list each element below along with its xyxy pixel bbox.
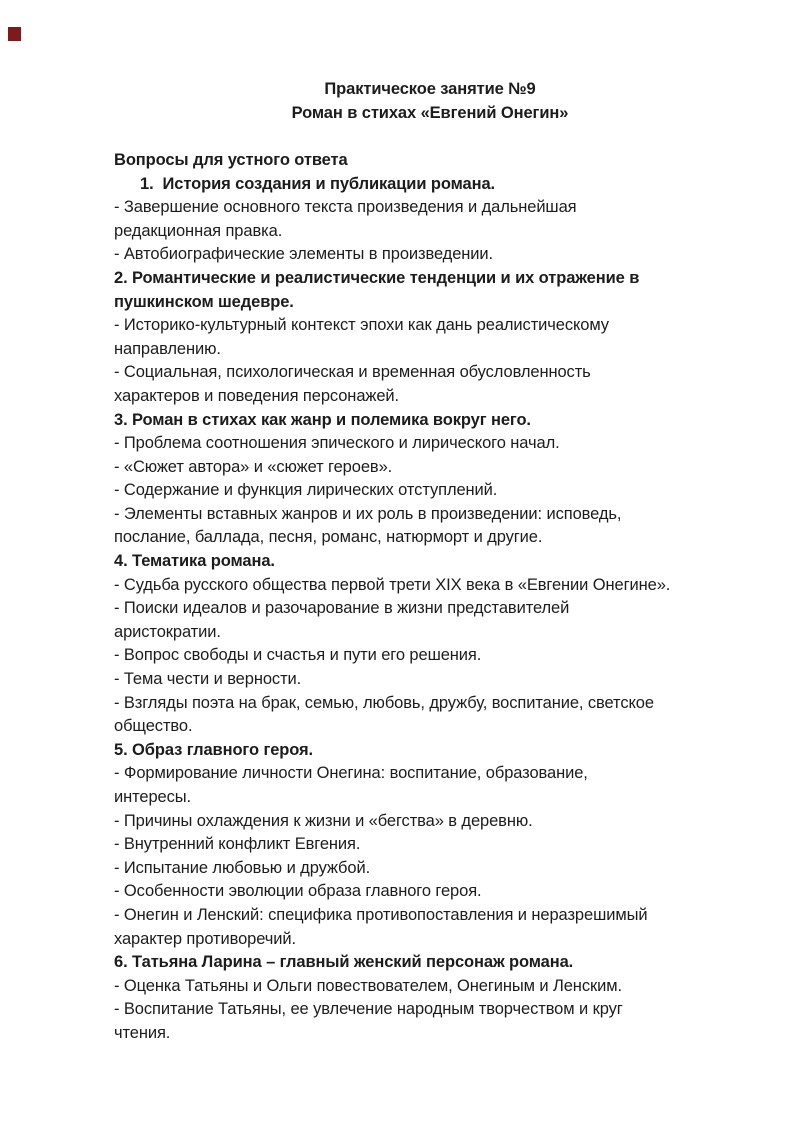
text-line: 5. Образ главного героя. — [114, 740, 314, 759]
text-line: - Поиски идеалов и разочарование в жизни представителей — [114, 599, 570, 618]
text-line: пушкинском шедевре. — [114, 292, 294, 311]
text-line: - Воспитание Татьяны, ее увлечение народным творчеством и круг — [114, 1000, 623, 1019]
text-line: характер противоречий. — [114, 929, 296, 948]
text-line: чтения. — [114, 1023, 171, 1042]
text-line: - Элементы вставных жанров и их роль в произведении: исповедь, — [114, 504, 622, 523]
text-line: - Взгляды поэта на брак, семью, любовь, дружбу, воспитание, светское — [114, 693, 654, 712]
text-line: - Причины охлаждения к жизни и «бегства» в деревню. — [114, 811, 533, 830]
document-body — [114, 149, 746, 1046]
text-line: - Испытание любовью и дружбой. — [114, 858, 371, 877]
text-line: интересы. — [114, 788, 192, 807]
document-content — [114, 78, 746, 1046]
document-title — [114, 78, 746, 125]
text-line: - «Сюжет автора» и «сюжет героев». — [114, 457, 393, 476]
text-line: 1. История создания и публикации романа. — [140, 174, 496, 193]
text-line: - Вопрос свободы и счастья и пути его решения. — [114, 646, 482, 665]
corner-mark — [8, 27, 21, 41]
text-line: - Судьба русского общества первой трети XIX века в «Евгении Онегине». — [114, 575, 671, 594]
text-line: - Оценка Татьяны и Ольги повествователем, Онегиным и Ленским. — [114, 976, 622, 995]
text-line: - Онегин и Ленский: специфика противопоставления и неразрешимый — [114, 905, 648, 924]
text-line: - Особенности эволюции образа главного героя. — [114, 882, 482, 901]
text-line: - Проблема соотношения эпического и лирического начал. — [114, 434, 560, 453]
text-line: направлению. — [114, 339, 221, 358]
text-line: - Завершение основного текста произведения и дальнейшая — [114, 198, 577, 217]
doc-title-line-2: Роман в стихах «Евгений Онегин» — [291, 103, 569, 122]
text-line: общество. — [114, 717, 193, 736]
text-line: - Содержание и функция лирических отступлений. — [114, 481, 498, 500]
text-line: 3. Роман в стихах как жанр и полемика вокруг него. — [114, 410, 531, 429]
text-line: аристократии. — [114, 622, 221, 641]
text-line: 2. Романтические и реалистические тенденции и их отражение в — [114, 268, 640, 287]
text-line: - Автобиографические элементы в произведении. — [114, 245, 494, 264]
text-line: - Историко-культурный контекст эпохи как дань реалистическому — [114, 316, 609, 335]
text-line: 4. Тематика романа. — [114, 552, 275, 571]
text-line: характеров и поведения персонажей. — [114, 386, 400, 405]
text-line: послание, баллада, песня, романс, натюрморт и другие. — [114, 528, 543, 547]
text-line: - Внутренний конфликт Евгения. — [114, 835, 361, 854]
text-line: редакционная правка. — [114, 221, 283, 240]
text-line: - Формирование личности Онегина: воспитание, образование, — [114, 764, 588, 783]
doc-title-line-1: Практическое занятие №9 — [324, 80, 536, 98]
text-line: - Социальная, психологическая и временная обусловленность — [114, 363, 591, 382]
text-line: Вопросы для устного ответа — [114, 150, 348, 169]
text-line: 6. Татьяна Ларина – главный женский персонаж романа. — [114, 953, 574, 972]
text-line: - Тема чести и верности. — [114, 670, 302, 689]
